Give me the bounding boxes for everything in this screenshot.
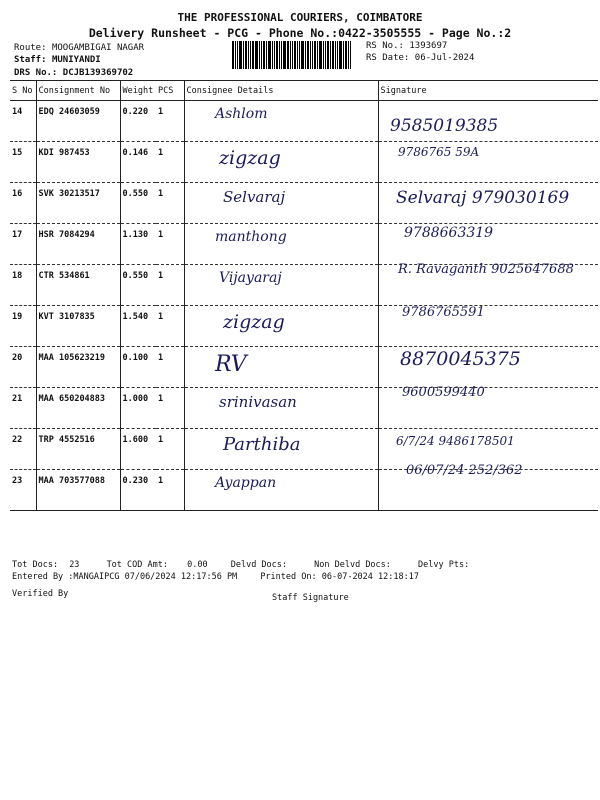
barcode bbox=[232, 41, 358, 69]
row-consignee-cell bbox=[184, 347, 378, 388]
drs-value: DCJB139369702 bbox=[62, 68, 134, 78]
row-consignment: TRP 4552516 bbox=[36, 429, 120, 470]
barcode-bar bbox=[272, 41, 273, 69]
barcode-bar bbox=[292, 41, 293, 69]
row-pcs: 1 bbox=[156, 101, 184, 142]
tot-docs-value: 23 bbox=[69, 560, 80, 570]
row-weight: 0.220 bbox=[120, 101, 156, 142]
handwritten-consignee: zigzag bbox=[219, 147, 281, 169]
barcode-bar bbox=[250, 41, 251, 69]
row-sno: 18 bbox=[10, 265, 36, 306]
row-consignee-cell bbox=[184, 470, 378, 511]
row-pcs: 1 bbox=[156, 142, 184, 183]
handwritten-consignee: srinivasan bbox=[219, 393, 297, 411]
row-pcs: 1 bbox=[156, 224, 184, 265]
staff-line bbox=[14, 55, 101, 65]
barcode-bar bbox=[323, 41, 324, 69]
row-weight: 1.000 bbox=[120, 388, 156, 429]
handwritten-consignee: Ashlom bbox=[215, 106, 268, 122]
table-header-row bbox=[10, 81, 598, 101]
delvy-pts-label: Delvy Pts: bbox=[418, 560, 470, 570]
row-consignment: MAA 703577088 bbox=[36, 470, 120, 511]
row-weight: 1.130 bbox=[120, 224, 156, 265]
barcode-bar bbox=[330, 41, 331, 69]
route-label: Route: bbox=[14, 43, 47, 53]
row-consignment: SVK 30213517 bbox=[36, 183, 120, 224]
handwritten-signature: 9585019385 bbox=[390, 116, 499, 136]
row-pcs: 1 bbox=[156, 183, 184, 224]
barcode-bar bbox=[325, 41, 326, 69]
rs-no-value: 1393697 bbox=[409, 41, 448, 51]
barcode-bar bbox=[235, 41, 236, 69]
barcode-bar bbox=[299, 41, 300, 69]
table-row bbox=[10, 388, 598, 429]
drs-line bbox=[14, 68, 133, 78]
handwritten-signature: 06/07/24 252/362 bbox=[406, 463, 523, 478]
entered-line bbox=[12, 572, 419, 582]
row-sno: 15 bbox=[10, 142, 36, 183]
barcode-bar bbox=[252, 41, 254, 69]
barcode-bar bbox=[317, 41, 318, 69]
row-weight: 0.550 bbox=[120, 265, 156, 306]
row-consignment: MAA 650204883 bbox=[36, 388, 120, 429]
totals-line bbox=[12, 560, 469, 570]
row-consignment: EDQ 24603059 bbox=[36, 101, 120, 142]
barcode-bar bbox=[283, 41, 286, 69]
row-consignee-cell bbox=[184, 142, 378, 183]
barcode-bar bbox=[279, 41, 280, 69]
row-consignment: KVT 3107835 bbox=[36, 306, 120, 347]
col-signature: Signature bbox=[378, 81, 598, 101]
printed-on-label: Printed On: bbox=[260, 572, 317, 582]
barcode-bar bbox=[232, 41, 234, 69]
barcode-bar bbox=[259, 41, 260, 69]
table-row bbox=[10, 224, 598, 265]
tot-cod-label: Tot COD Amt: bbox=[106, 560, 168, 570]
barcode-bar bbox=[343, 41, 344, 69]
barcode-bar bbox=[287, 41, 289, 69]
row-pcs: 1 bbox=[156, 306, 184, 347]
rs-date-label: RS Date: bbox=[366, 53, 410, 63]
staff-label: Staff: bbox=[14, 55, 47, 65]
row-sno: 20 bbox=[10, 347, 36, 388]
barcode-bar bbox=[245, 41, 247, 69]
barcode-bar bbox=[276, 41, 278, 69]
barcode-bar bbox=[301, 41, 304, 69]
barcode-bar bbox=[339, 41, 342, 69]
barcode-bar bbox=[243, 41, 244, 69]
row-sno: 19 bbox=[10, 306, 36, 347]
row-weight: 1.540 bbox=[120, 306, 156, 347]
handwritten-signature: 9788663319 bbox=[404, 225, 494, 241]
barcode-bar bbox=[281, 41, 282, 69]
barcode-bar bbox=[332, 41, 334, 69]
row-sno: 14 bbox=[10, 101, 36, 142]
barcode-bar bbox=[290, 41, 291, 69]
staff-value: MUNIYANDI bbox=[51, 55, 101, 65]
row-sno: 21 bbox=[10, 388, 36, 429]
tot-docs-label: Tot Docs: bbox=[12, 560, 59, 570]
row-sno: 17 bbox=[10, 224, 36, 265]
barcode-bar bbox=[335, 41, 336, 69]
row-pcs: 1 bbox=[156, 470, 184, 511]
barcode-bar bbox=[327, 41, 329, 69]
row-weight: 0.100 bbox=[120, 347, 156, 388]
barcode-bar bbox=[348, 41, 349, 69]
barcode-bar bbox=[345, 41, 347, 69]
barcode-bar bbox=[274, 41, 275, 69]
row-pcs: 1 bbox=[156, 388, 184, 429]
verified-by: Verified By bbox=[12, 589, 69, 599]
staff-signature: Staff Signature bbox=[272, 593, 349, 603]
barcode-bar bbox=[312, 41, 313, 69]
handwritten-signature: 9786765591 bbox=[402, 305, 485, 320]
row-sno: 16 bbox=[10, 183, 36, 224]
company-name: THE PROFESSIONAL COURIERS, COIMBATORE bbox=[177, 11, 423, 24]
rs-date-line bbox=[366, 53, 474, 63]
table-row bbox=[10, 101, 598, 142]
barcode-bar bbox=[237, 41, 238, 69]
barcode-bar bbox=[255, 41, 258, 69]
printed-on-value: 06-07-2024 12:18:17 bbox=[321, 572, 419, 582]
drs-label: DRS No.: bbox=[14, 68, 58, 78]
handwritten-signature: 6/7/24 9486178501 bbox=[396, 434, 515, 448]
delvd-docs-label: Delvd Docs: bbox=[230, 560, 288, 570]
barcode-bar bbox=[266, 41, 267, 69]
handwritten-consignee: manthong bbox=[215, 229, 287, 245]
handwritten-consignee: Vijayaraj bbox=[219, 270, 282, 286]
entered-by-value: MANGAIPCG 07/06/2024 12:17:56 PM bbox=[73, 572, 238, 582]
row-sno: 22 bbox=[10, 429, 36, 470]
barcode-bar bbox=[297, 41, 298, 69]
row-consignee-cell bbox=[184, 101, 378, 142]
col-consignee: Consignee Details bbox=[184, 81, 378, 101]
barcode-bar bbox=[248, 41, 249, 69]
handwritten-signature: Selvaraj 979030169 bbox=[396, 188, 570, 208]
barcode-bar bbox=[305, 41, 306, 69]
table-row bbox=[10, 142, 598, 183]
row-pcs: 1 bbox=[156, 347, 184, 388]
col-weight: Weight bbox=[120, 81, 156, 101]
non-delvd-docs-label: Non Delvd Docs: bbox=[314, 560, 391, 570]
handwritten-consignee: Ayappan bbox=[215, 475, 277, 491]
row-consignment: KDI 987453 bbox=[36, 142, 120, 183]
tot-cod-value: 0.00 bbox=[187, 560, 208, 570]
row-consignment: MAA 105623219 bbox=[36, 347, 120, 388]
row-consignment: CTR 534861 bbox=[36, 265, 120, 306]
entered-by-label: Entered By : bbox=[12, 572, 74, 582]
runsheet-title: Delivery Runsheet - PCG - Phone No.:0422-3505555 - Page No.:2 bbox=[88, 26, 512, 40]
row-consignment: HSR 7084294 bbox=[36, 224, 120, 265]
rs-no-label: RS No.: bbox=[366, 41, 404, 51]
table-row bbox=[10, 306, 598, 347]
barcode-bar bbox=[310, 41, 311, 69]
row-weight: 0.230 bbox=[120, 470, 156, 511]
col-sno: S No bbox=[10, 81, 36, 101]
handwritten-consignee: RV bbox=[215, 352, 247, 377]
handwritten-consignee: Parthiba bbox=[223, 434, 301, 455]
barcode-bar bbox=[337, 41, 338, 69]
row-weight: 0.550 bbox=[120, 183, 156, 224]
rs-date-value: 06-Jul-2024 bbox=[414, 53, 475, 63]
route-line bbox=[14, 43, 144, 53]
barcode-bar bbox=[239, 41, 242, 69]
row-pcs: 1 bbox=[156, 265, 184, 306]
handwritten-signature: R. Ravaganth 9025647688 bbox=[398, 262, 574, 277]
barcode-bar bbox=[314, 41, 316, 69]
barcode-bar bbox=[294, 41, 296, 69]
barcode-bar bbox=[263, 41, 265, 69]
route-value: MOOGAMBIGAI NAGAR bbox=[51, 43, 145, 53]
barcode-bar bbox=[307, 41, 309, 69]
row-pcs: 1 bbox=[156, 429, 184, 470]
handwritten-signature: 8870045375 bbox=[400, 348, 521, 370]
handwritten-signature: 9786765 59A bbox=[398, 145, 480, 159]
col-consignment: Consignment No bbox=[36, 81, 120, 101]
col-pcs: PCS bbox=[156, 81, 184, 101]
handwritten-signature: 9600599440 bbox=[402, 385, 485, 400]
handwritten-consignee: zigzag bbox=[223, 311, 285, 333]
barcode-bar bbox=[268, 41, 271, 69]
rs-no-line bbox=[366, 41, 447, 51]
row-weight: 1.600 bbox=[120, 429, 156, 470]
row-weight: 0.146 bbox=[120, 142, 156, 183]
barcode-bar bbox=[350, 41, 351, 69]
barcode-bar bbox=[261, 41, 262, 69]
row-sno: 23 bbox=[10, 470, 36, 511]
barcode-bar bbox=[319, 41, 322, 69]
handwritten-consignee: Selvaraj bbox=[223, 188, 286, 206]
